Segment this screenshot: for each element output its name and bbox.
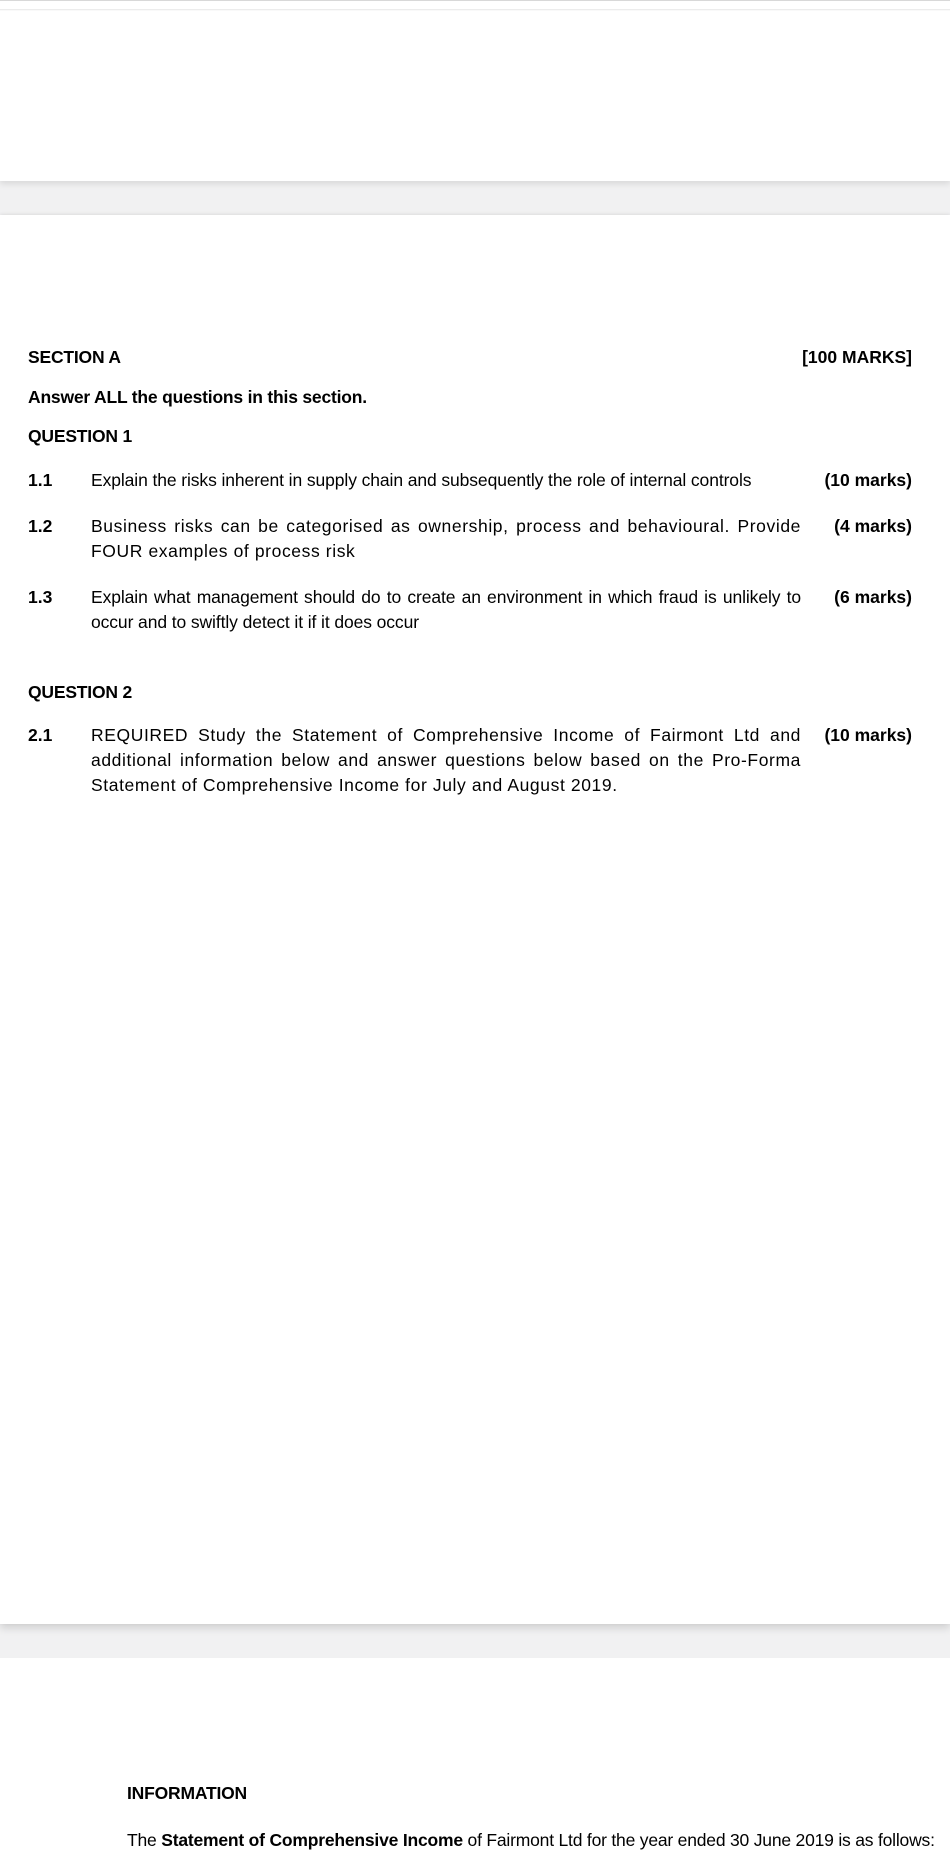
question-text: Explain the risks inherent in supply chain and subsequently the role of internal controls — [91, 470, 752, 490]
question-marks: (4 marks) — [834, 516, 912, 536]
information-intro-suffix: of Fairmont Ltd for the year ended 30 June 2019 is as follows: — [462, 1830, 935, 1850]
previous-page — [0, 0, 950, 181]
question-text: Explain what management should do to create an environment in which fraud is unlikely to occur and to swiftly detect it if it does occur — [91, 587, 801, 632]
question-2-heading: QUESTION 2 — [28, 682, 132, 702]
question-marks: (10 marks) — [824, 725, 912, 745]
section-marks: [100 MARKS] — [802, 347, 912, 367]
section-instruction: Answer ALL the questions in this section. — [28, 387, 367, 407]
page-top-shadow — [0, 9, 950, 11]
information-intro — [127, 1828, 935, 1853]
information-intro-bold: Statement of Comprehensive Income — [161, 1830, 463, 1850]
information-intro-prefix: The — [127, 1830, 162, 1850]
question-marks: (6 marks) — [834, 587, 912, 607]
question-number: 2.1 — [28, 725, 53, 745]
question-number: 1.2 — [28, 516, 53, 536]
information-heading: INFORMATION — [127, 1783, 247, 1803]
question-number: 1.1 — [28, 470, 53, 490]
question-number: 1.3 — [28, 587, 53, 607]
question-1-heading: QUESTION 1 — [28, 426, 132, 446]
exam-page — [0, 215, 950, 1624]
next-page — [0, 1658, 950, 1869]
question-text: REQUIRED Study the Statement of Comprehensive Income of Fairmont Ltd and additional information below and answer questions below based on the Pro-Forma Statement of Comprehensive Income for July and August 2019. — [91, 725, 801, 795]
question-text: Business risks can be categorised as ownership, process and behavioural. Provide FOUR examples of process risk — [91, 516, 801, 561]
section-title: SECTION A — [28, 347, 121, 367]
question-marks: (10 marks) — [824, 470, 912, 490]
